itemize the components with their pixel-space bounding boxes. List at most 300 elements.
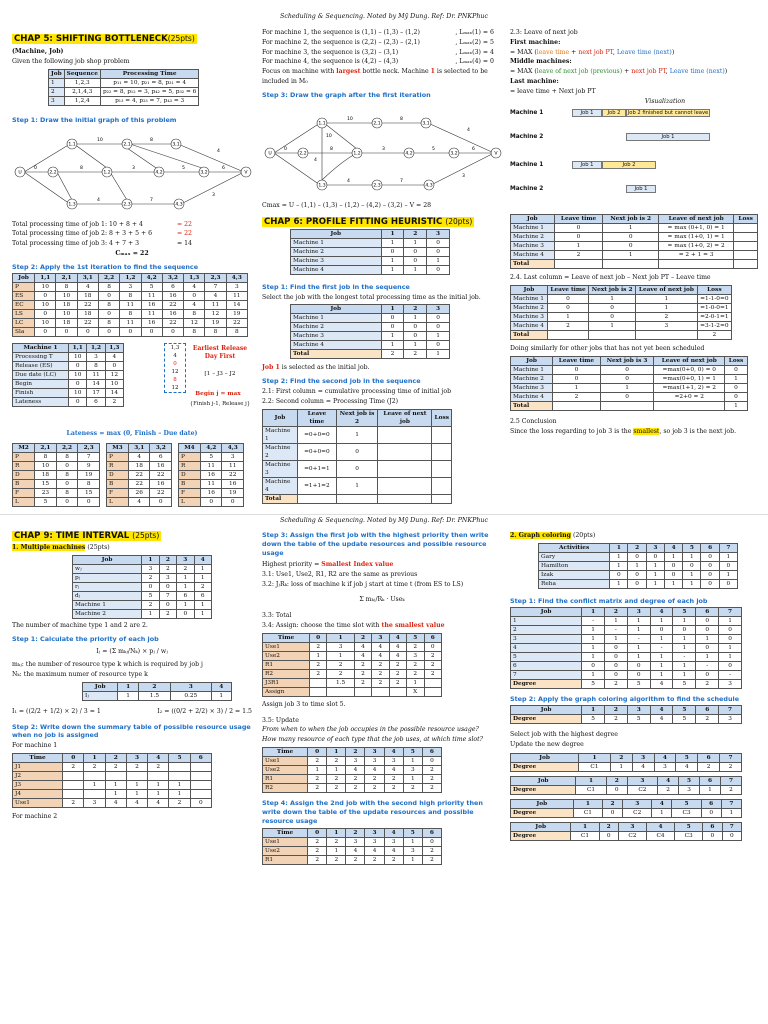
table-cell: dⱼ xyxy=(73,591,142,600)
table-header-cell: Activities xyxy=(539,543,610,552)
machine1-block xyxy=(12,343,252,429)
table-header-cell: 3 xyxy=(427,305,450,314)
table-cell: 8 xyxy=(98,300,119,309)
table-cell: 18 xyxy=(77,309,98,318)
table-cell: 3 xyxy=(406,651,424,660)
table-header-cell: Leave of next job xyxy=(654,356,725,365)
table-header-cell: 0 xyxy=(308,747,327,756)
table-cell: =2-0-1=1 xyxy=(697,313,731,322)
table-cell: 3 xyxy=(142,564,159,573)
table-cell xyxy=(378,443,432,460)
svg-text:1,3: 1,3 xyxy=(68,202,76,208)
table-cell: 2 xyxy=(422,855,441,864)
table-cell: 0 xyxy=(404,256,427,265)
table-cell: 0 xyxy=(69,361,87,370)
table-header-cell: 3,1 xyxy=(129,443,150,452)
table-row xyxy=(179,497,244,506)
job1-selected: Job 1 is selected as the initial job. xyxy=(262,364,370,372)
table-cell: 2 xyxy=(310,642,327,651)
table-cell: 0 xyxy=(605,643,628,652)
s33: 3.3: Total xyxy=(262,612,292,620)
table-row xyxy=(49,78,199,87)
table-cell: 0 xyxy=(603,242,658,251)
table-cell: 1 xyxy=(700,786,721,795)
table-cell: =0+0=0 xyxy=(298,426,337,443)
table-cell xyxy=(310,687,327,696)
table-cell: 0 xyxy=(404,332,427,341)
table-cell: 2 xyxy=(422,765,441,774)
table-cell: 2 xyxy=(308,837,327,846)
table-cell: 0 xyxy=(56,497,78,506)
table-cell: =2+0 = 2 xyxy=(654,392,725,401)
table-header-cell: 2 xyxy=(602,800,622,809)
table-header-cell: 0 xyxy=(310,633,327,642)
table-header-cell: Leave of next job xyxy=(378,409,432,426)
table-cell: 0 xyxy=(600,374,654,383)
svg-text:8: 8 xyxy=(400,116,403,122)
erd-order: 1,3 4 0 12 8 12 xyxy=(164,343,186,393)
table-cell: 1 xyxy=(719,570,737,579)
table-header-cell: Time xyxy=(263,828,308,837)
table-cell xyxy=(734,260,758,269)
table-header-cell: Leave time xyxy=(553,356,600,365)
coloring-step-table xyxy=(510,822,742,841)
table-header-cell: 2 xyxy=(404,229,427,238)
step3-heading: Step 3: Draw the graph after the first iteration xyxy=(262,90,431,99)
table-row xyxy=(107,452,172,461)
table-cell: 0 xyxy=(554,233,603,242)
svg-text:1,3: 1,3 xyxy=(318,183,326,189)
table-cell: 10 xyxy=(35,282,56,291)
table-cell: Finish xyxy=(13,388,69,397)
table-cell: 1 xyxy=(650,634,673,643)
table-cell: 2 xyxy=(511,625,582,634)
table-cell: 16 xyxy=(201,470,222,479)
def-mkj: mₖⱼ: the number of resource type k which is required by job j xyxy=(12,661,203,669)
table-cell: 0 xyxy=(725,383,748,392)
table-cell: 2 xyxy=(159,564,176,573)
table-cell: Iⱼ xyxy=(83,691,118,700)
table-cell: C1 xyxy=(573,809,602,818)
table-cell: 1 xyxy=(673,616,696,625)
svg-text:U: U xyxy=(268,151,272,157)
table-header-cell: 4 xyxy=(148,753,169,762)
table-cell: 1 xyxy=(553,383,600,392)
table-cell: 0 xyxy=(120,327,141,336)
table-header-cell: 3,1 xyxy=(77,273,98,282)
table-row xyxy=(291,256,450,265)
table-header-cell: 2 xyxy=(346,828,365,837)
table-cell: 0 xyxy=(547,304,588,313)
profile-table xyxy=(290,229,450,275)
table-cell: 8 xyxy=(56,282,77,291)
table-cell: 1 xyxy=(403,837,422,846)
table-cell: 3 xyxy=(346,756,365,765)
svg-text:3,2: 3,2 xyxy=(450,151,458,157)
table-cell: 2 xyxy=(696,714,719,723)
table-cell: Machine 2 xyxy=(511,304,548,313)
table-header-cell: 2 xyxy=(138,682,170,691)
table-header-cell: Job xyxy=(73,555,142,564)
table-cell: 22 xyxy=(77,318,98,327)
table-header-cell: 1 xyxy=(573,800,602,809)
table-cell: Machine 4 xyxy=(291,265,382,274)
graph-after-iteration xyxy=(262,101,502,201)
table-cell: =0+1=1 xyxy=(298,460,337,477)
svg-text:10: 10 xyxy=(97,137,103,143)
table-row xyxy=(539,552,738,561)
table-row xyxy=(511,295,732,304)
table-cell: 5 xyxy=(35,497,57,506)
table-header-cell: 3 xyxy=(627,777,657,786)
table-cell: B xyxy=(179,479,201,488)
table-row xyxy=(291,332,450,341)
svg-text:5: 5 xyxy=(182,165,185,171)
table-header-cell: Next job is 2 xyxy=(336,409,378,426)
table-cell: 0 xyxy=(605,652,628,661)
table-header-cell: 2,3 xyxy=(78,443,100,452)
table-row xyxy=(539,570,738,579)
table-cell: 5 xyxy=(627,714,650,723)
table-cell: Total xyxy=(511,260,555,269)
table-row xyxy=(13,327,248,336)
table-header-cell: 5 xyxy=(406,633,424,642)
table-cell: X xyxy=(406,687,424,696)
table-row xyxy=(13,352,124,361)
table-cell: Machine 2 xyxy=(291,323,382,332)
table-header-cell: 1 xyxy=(610,543,628,552)
table-cell: 0 xyxy=(553,365,600,374)
table-cell: 1 xyxy=(105,789,126,798)
table-cell: 0 xyxy=(78,497,100,506)
table-row xyxy=(511,260,758,269)
table-cell: 0 xyxy=(600,365,654,374)
gantt-chart-1 xyxy=(510,108,760,154)
table-cell: 1 xyxy=(683,570,701,579)
table-cell: 1 xyxy=(554,242,603,251)
table-cell xyxy=(734,251,758,260)
table-cell: Machine 2 xyxy=(73,609,142,618)
table-cell: R1 xyxy=(263,774,308,783)
table-cell: =1+1=2 xyxy=(298,477,337,494)
table-header-row xyxy=(73,555,212,564)
table-cell xyxy=(378,477,432,494)
table-cell: 4 xyxy=(346,846,365,855)
chap9-column xyxy=(12,525,252,821)
table-cell: 4 xyxy=(389,651,406,660)
table-cell: 1 xyxy=(84,780,105,789)
table-cell: B xyxy=(107,479,129,488)
table-cell: 0 xyxy=(159,582,176,591)
step3-column xyxy=(262,525,502,867)
sequence-list xyxy=(262,28,502,67)
table-cell: 0 xyxy=(427,247,450,256)
gantt-row-label: Machine 2 xyxy=(510,134,544,141)
degree-table xyxy=(510,705,742,724)
table-cell: 0 xyxy=(35,291,56,300)
table-cell: 0 xyxy=(141,327,162,336)
table-header-cell: 2 xyxy=(159,555,176,564)
table-header-cell: 4 xyxy=(384,828,403,837)
table-cell: 1 xyxy=(403,855,422,864)
table-header-cell: 7 xyxy=(722,823,741,832)
table-cell: 17 xyxy=(87,388,105,397)
table-row xyxy=(13,780,212,789)
table-cell xyxy=(63,780,84,789)
table-cell: 19 xyxy=(205,318,226,327)
table-cell: 16 xyxy=(201,488,222,497)
table-cell: =1-0-0=1 xyxy=(697,304,731,313)
table-cell: 0 xyxy=(589,313,636,322)
table-header-row xyxy=(511,215,758,224)
table-cell: 5 xyxy=(511,652,582,661)
table-cell: 2 xyxy=(327,756,346,765)
sequence-line: For machine 2, the sequence is (2,2) – (2,3) – (2,1) , Lₘₐₓ(2) = 5 xyxy=(262,38,494,46)
table-row xyxy=(13,300,248,309)
table-cell xyxy=(84,771,105,780)
table-row xyxy=(49,96,199,105)
table-cell: 3 xyxy=(365,837,384,846)
table-cell: 9 xyxy=(78,461,100,470)
table-header-cell: 3 xyxy=(632,754,654,763)
table-cell xyxy=(432,426,452,443)
table-cell: 6 xyxy=(87,397,105,406)
table-cell: Machine 4 xyxy=(511,251,555,260)
table-cell: 8 xyxy=(56,488,78,497)
step4-table xyxy=(262,828,442,865)
table-cell: 22 xyxy=(150,488,172,497)
table-cell: Use1 xyxy=(13,798,63,807)
table-cell: C1 xyxy=(579,763,611,772)
table-cell: 0 xyxy=(69,397,87,406)
table-cell: 0 xyxy=(35,309,56,318)
gc-step2: Step 2: Apply the graph coloring algorithm to find the schedule xyxy=(510,694,740,703)
table-cell: 0 xyxy=(719,625,742,634)
table-cell xyxy=(424,678,441,687)
table-header-cell: 5 xyxy=(672,800,701,809)
table-cell: 2 xyxy=(126,762,147,771)
table-row xyxy=(107,497,172,506)
table-header-cell: Job xyxy=(291,229,382,238)
table-cell: 11 xyxy=(120,300,141,309)
table-cell: 1.5 xyxy=(138,691,170,700)
table-cell: 0 xyxy=(646,552,664,561)
table-cell: 1 xyxy=(177,600,194,609)
svg-text:8: 8 xyxy=(80,165,83,171)
table-cell: 1 xyxy=(381,238,404,247)
table-cell xyxy=(190,780,211,789)
table-cell: 2 xyxy=(424,651,441,660)
table-cell: 26 xyxy=(129,488,150,497)
table-cell: 0 xyxy=(56,327,77,336)
table-cell: 0.25 xyxy=(171,691,212,700)
table-cell: 0 xyxy=(701,579,719,588)
table-header-cell: Leave of next job xyxy=(658,215,733,224)
question-1: From when to when the job occupies in the possible resource usage? xyxy=(262,726,479,734)
table-cell: 2 xyxy=(389,669,406,678)
table-row xyxy=(13,470,100,479)
table-cell: 2 xyxy=(346,855,365,864)
table-cell: 1 xyxy=(582,652,605,661)
table-cell: =max(0+0, 0) = 0 xyxy=(654,365,725,374)
table-cell xyxy=(63,789,84,798)
table-cell: 7 xyxy=(159,591,176,600)
table-cell: 10 xyxy=(56,291,77,300)
table-cell: L xyxy=(179,497,201,506)
table-cell: Hamilton xyxy=(539,561,610,570)
table-row xyxy=(13,771,212,780)
table-cell: 0 xyxy=(628,552,646,561)
svg-text:2,2: 2,2 xyxy=(49,170,57,176)
table-header-cell: 0 xyxy=(308,828,327,837)
table-cell: 2 xyxy=(389,678,406,687)
coloring-step-table xyxy=(510,776,742,795)
table-cell: 0 xyxy=(190,798,211,807)
table-cell: wⱼ xyxy=(73,564,142,573)
table-cell: 8 xyxy=(120,309,141,318)
table-cell: 0 xyxy=(600,392,654,401)
table-cell: 2 xyxy=(148,762,169,771)
table-cell: L xyxy=(107,497,129,506)
table-cell: 4 xyxy=(372,651,389,660)
table-cell: 3 xyxy=(719,714,742,723)
table-header-cell: 7 xyxy=(720,777,741,786)
table-cell xyxy=(105,771,126,780)
table-cell: Degree xyxy=(511,832,571,841)
table-cell: 16 xyxy=(162,291,183,300)
table-cell: 18 xyxy=(129,461,150,470)
table-row xyxy=(13,388,124,397)
table-header-row xyxy=(83,682,232,691)
table-header-cell: 6 xyxy=(701,543,719,552)
table-cell: 2 xyxy=(403,783,422,792)
table-cell: 5 xyxy=(582,714,605,723)
pf-step2-2: 2.2: Second column = Processing Time (J2) xyxy=(262,397,399,405)
table-cell xyxy=(636,331,698,340)
table-cell: 6 xyxy=(177,591,194,600)
column-3 xyxy=(510,28,760,437)
table-row xyxy=(511,661,742,670)
table-header-cell: 5 xyxy=(675,823,703,832)
table-cell: 0 xyxy=(701,570,719,579)
iteration-table xyxy=(12,273,248,337)
table-cell: 8 xyxy=(120,291,141,300)
table-cell: 0 xyxy=(150,497,172,506)
table-row xyxy=(263,426,452,443)
svg-text:2,1: 2,1 xyxy=(123,142,131,148)
table-header-cell: 2 xyxy=(606,777,627,786)
table-row xyxy=(13,479,100,488)
svg-text:8: 8 xyxy=(150,137,153,143)
table-cell: 0 xyxy=(664,570,682,579)
table-cell: Machine 3 xyxy=(511,383,553,392)
table-header-cell: 3 xyxy=(627,607,650,616)
table-row xyxy=(179,452,244,461)
table-row xyxy=(511,383,748,392)
table-cell: 4 xyxy=(148,798,169,807)
table-cell: C2 xyxy=(618,832,646,841)
table-header-cell: 3 xyxy=(372,633,389,642)
table-cell: 0 xyxy=(719,661,742,670)
table-cell: 0 xyxy=(719,634,742,643)
table-cell: 1 xyxy=(211,691,231,700)
table-header-row xyxy=(107,443,172,452)
table-cell: 8 xyxy=(226,327,247,336)
table-header-cell: Job xyxy=(511,607,582,616)
gantt-bar: Job 2 xyxy=(602,109,626,117)
table-cell: 1 xyxy=(696,652,719,661)
table-row xyxy=(13,318,248,327)
sequence-line: For machine 1, the sequence is (1,1) – (1,3) – (1,2) , Lₘₐₓ(1) = 6 xyxy=(262,29,494,36)
table-cell: Total xyxy=(291,350,382,359)
table-cell: 0 xyxy=(650,625,673,634)
table-header-cell: Leave time xyxy=(547,286,588,295)
table-cell: 4 xyxy=(372,642,389,651)
table-cell: Machine 1 xyxy=(291,314,382,323)
table-cell: 4 xyxy=(126,798,147,807)
svg-text:3: 3 xyxy=(382,146,385,152)
table-header-cell: Processing Time xyxy=(100,69,198,78)
table-cell: 1 xyxy=(719,652,742,661)
table-row xyxy=(291,350,450,359)
table-cell: 1 xyxy=(721,809,741,818)
table-cell: 2 xyxy=(327,837,346,846)
table-header-cell: 2 xyxy=(605,607,628,616)
table-cell: pⱼ xyxy=(73,573,142,582)
table-cell: 2 xyxy=(720,786,741,795)
table-row xyxy=(291,341,450,350)
table-header-cell: 1 xyxy=(142,555,159,564)
table-cell: D xyxy=(179,470,201,479)
table-cell: Reha xyxy=(539,579,610,588)
table-cell: 1 xyxy=(627,652,650,661)
table-cell xyxy=(589,331,636,340)
s34: 3.4: Assign: choose the time slot with the smallest value xyxy=(262,621,445,629)
table-cell: 14 xyxy=(87,379,105,388)
table-cell: 2 xyxy=(327,855,346,864)
table-cell: 0 xyxy=(701,561,719,570)
table-header-cell: Leave of next job xyxy=(636,286,698,295)
table-cell: Machine 2 xyxy=(291,247,382,256)
table-cell xyxy=(190,771,211,780)
table-cell: 1 xyxy=(627,616,650,625)
ti-step1: Step 1: Calculate the priority of each job xyxy=(12,634,159,643)
table-cell xyxy=(432,494,452,503)
table-header-cell: 5 xyxy=(683,543,701,552)
table-header-cell: 0 xyxy=(63,753,84,762)
table-row xyxy=(291,265,450,274)
table-cell: 10 xyxy=(69,388,87,397)
table-cell: 5 xyxy=(201,452,222,461)
table-cell: 2 xyxy=(384,855,403,864)
table-row xyxy=(291,238,450,247)
table-cell: 4 xyxy=(105,352,123,361)
ti-step4: Step 4: Assign the 2nd job with the second high priority then write down the table of the update resources and possible resource usage xyxy=(262,798,483,825)
table-cell xyxy=(169,762,190,771)
table-cell: 1 xyxy=(605,634,628,643)
svg-text:V: V xyxy=(494,151,498,157)
table-cell: 1 xyxy=(327,846,346,855)
table-cell: 3 xyxy=(327,642,354,651)
table-header-cell: 4,2 xyxy=(201,443,222,452)
last-machine-label: Last machine: xyxy=(510,77,559,85)
table-cell: 22 xyxy=(226,318,247,327)
table-row xyxy=(13,282,248,291)
table-cell: 0 xyxy=(701,552,719,561)
table-cell: R2 xyxy=(263,669,310,678)
table-cell: Lateness xyxy=(13,397,69,406)
gc-step1: Step 1: Find the conflict matrix and degree of each job xyxy=(510,596,708,605)
